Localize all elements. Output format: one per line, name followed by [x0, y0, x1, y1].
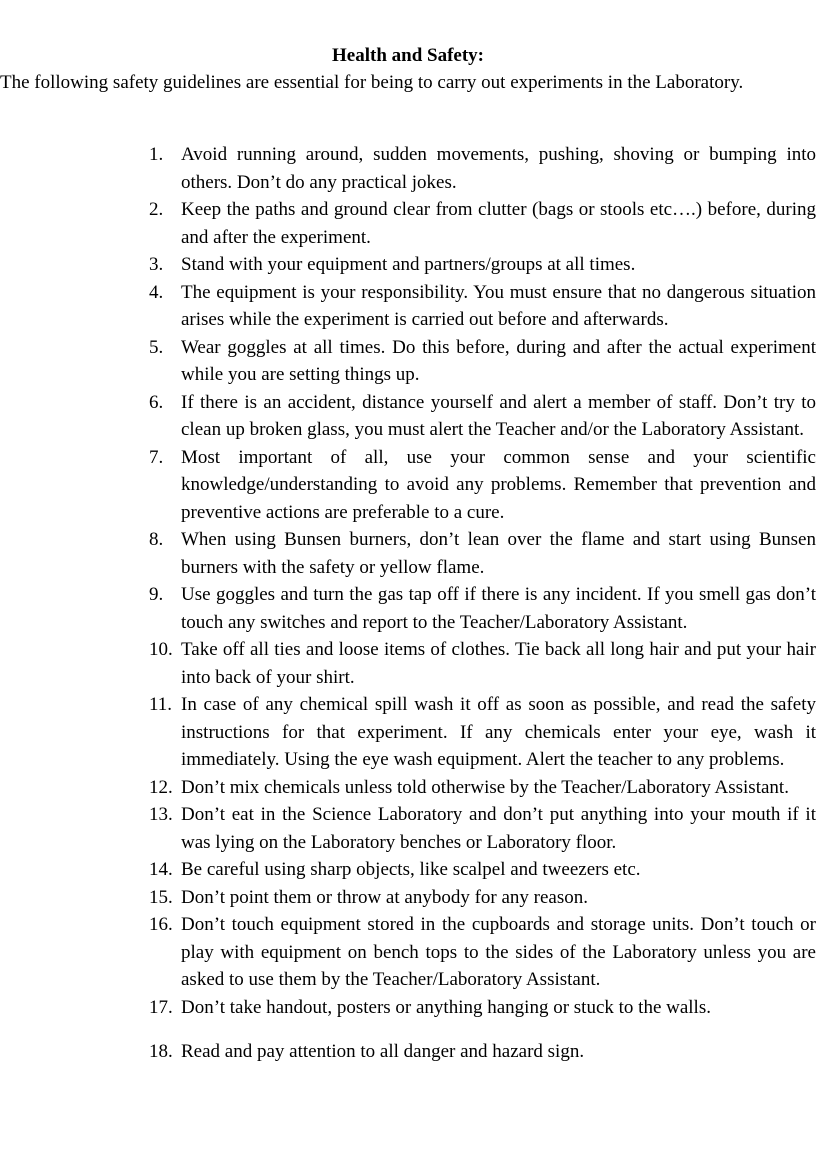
item-number: 16. [149, 914, 173, 935]
list-item [0, 856, 816, 884]
list-item [0, 581, 816, 636]
item-number: 18. [149, 1041, 173, 1062]
item-text: In case of any chemical spill wash it off as soon as possible, and read the safety instructions for that experiment. If any chemicals enter your eye, wash it immediately. Using the eye wash equipment. Alert the teacher to any problems. [181, 694, 816, 770]
list-item [0, 994, 816, 1022]
item-text: When using Bunsen burners, don’t lean over the flame and start using Bunsen burners with the safety or yellow flame. [181, 529, 816, 578]
item-number: 5. [149, 336, 164, 358]
item-number: 4. [149, 281, 164, 303]
intro-paragraph: The following safety guidelines are essential for being to carry out experiments in the Laboratory. [0, 72, 744, 93]
list-item [0, 444, 816, 527]
item-text: The equipment is your responsibility. You must ensure that no dangerous situation arises while the experiment is carried out before and afterwards. [181, 281, 816, 330]
item-text: Take off all ties and loose items of clothes. Tie back all long hair and put your hair into back of your shirt. [181, 639, 816, 688]
item-number: 15. [149, 886, 173, 908]
list-item [0, 801, 816, 856]
list-item [0, 774, 816, 802]
item-number: 10. [149, 639, 173, 660]
item-text: Keep the paths and ground clear from clutter (bags or stools etc….) before, during and after the experiment. [181, 199, 816, 248]
item-text: Don’t touch equipment stored in the cupboards and storage units. Don’t touch or play with equipment on bench tops to the sides of the Laboratory unless you are asked to use them by the Teacher/Laboratory Assistant. [181, 914, 816, 990]
list-item [0, 196, 816, 251]
item-text: Don’t take handout, posters or anything hanging or stuck to the walls. [181, 996, 711, 1018]
item-number: 11. [149, 694, 173, 715]
safety-guidelines-list [0, 141, 816, 1066]
list-item [0, 526, 816, 581]
item-number: 17. [149, 996, 173, 1018]
item-number: 9. [149, 584, 164, 605]
item-text: Wear goggles at all times. Do this before, during and after the actual experiment while you are setting things up. [181, 336, 816, 385]
item-number: 13. [149, 804, 173, 825]
item-text: Read and pay attention to all danger and hazard sign. [181, 1041, 585, 1062]
list-item [0, 691, 816, 774]
list-item [0, 1038, 816, 1066]
item-text: Use goggles and turn the gas tap off if there is any incident. If you smell gas don’t touch any switches and report to the Teacher/Laboratory Assistant. [181, 584, 816, 633]
item-text: Be careful using sharp objects, like scalpel and tweezers etc. [181, 859, 641, 880]
list-item [0, 141, 816, 196]
item-number: 1. [149, 144, 164, 165]
item-text: Most important of all, use your common sense and your scientific knowledge/understanding to avoid any problems. Remember that prevention and preventive actions are preferable to a cure. [181, 446, 816, 523]
list-item [0, 279, 816, 334]
page-title: Health and Safety: [332, 45, 484, 66]
list-item [0, 884, 816, 912]
item-number: 7. [149, 446, 164, 468]
item-number: 14. [149, 859, 173, 880]
item-number: 2. [149, 199, 164, 220]
item-number: 6. [149, 391, 164, 413]
item-text: Stand with your equipment and partners/groups at all times. [181, 254, 636, 275]
item-text: Don’t eat in the Science Laboratory and don’t put anything into your mouth if it was lying on the Laboratory benches or Laboratory floor. [181, 804, 816, 853]
list-item [0, 389, 816, 444]
item-text: If there is an accident, distance yourself and alert a member of staff. Don’t try to clean up broken glass, you must alert the Teacher and/or the Laboratory Assistant. [181, 391, 816, 440]
list-item [0, 911, 816, 994]
list-item [0, 251, 816, 279]
item-text: Don’t point them or throw at anybody for any reason. [181, 886, 589, 908]
list-item [0, 636, 816, 691]
list-item [0, 334, 816, 389]
item-number: 3. [149, 254, 164, 275]
item-text: Avoid running around, sudden movements, pushing, shoving or bumping into others. Don’t do any practical jokes. [181, 144, 816, 193]
item-text: Don’t mix chemicals unless told otherwise by the Teacher/Laboratory Assistant. [181, 776, 789, 798]
item-number: 8. [149, 529, 164, 550]
item-number: 12. [149, 776, 173, 798]
